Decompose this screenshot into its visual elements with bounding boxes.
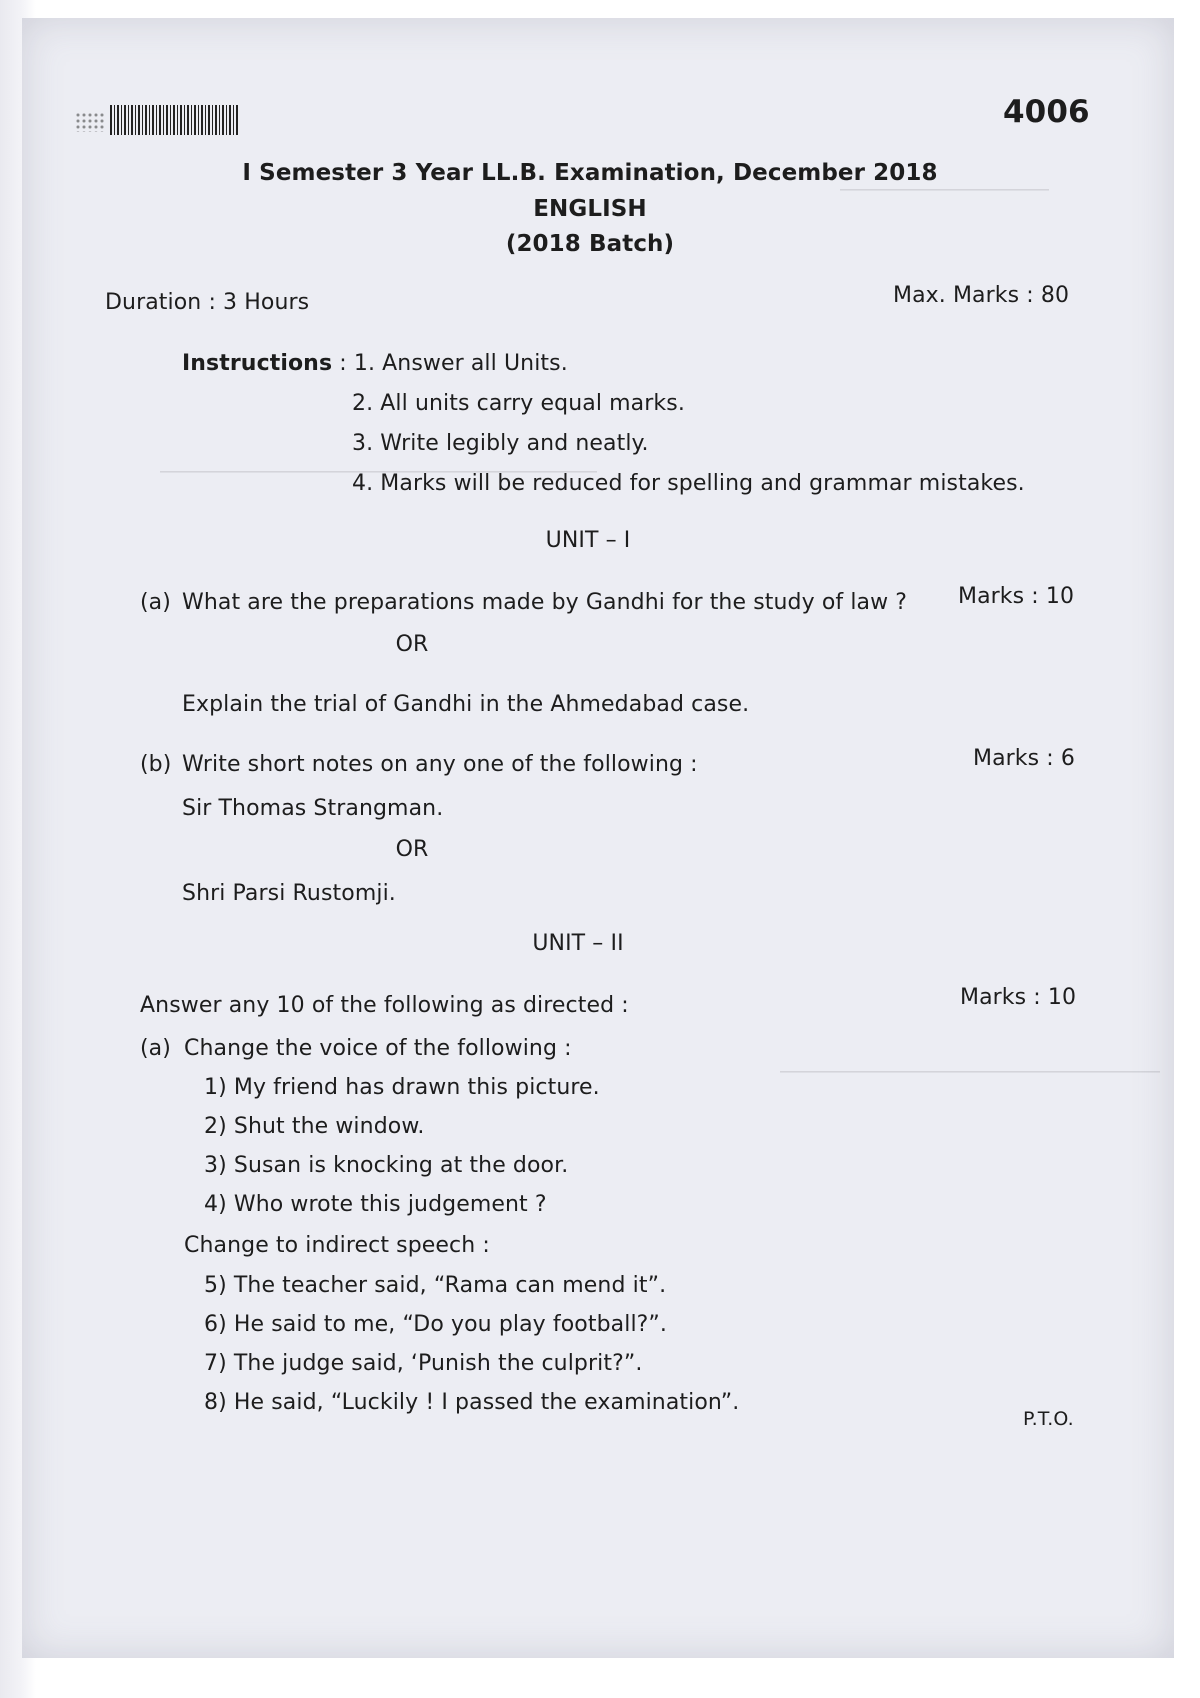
barcode-dots bbox=[75, 112, 105, 132]
indirect-speech-heading: Change to indirect speech : bbox=[184, 1233, 490, 1258]
instructions-colon: : bbox=[332, 351, 354, 376]
instruction-item: 1. Answer all Units. bbox=[353, 351, 568, 376]
max-marks: Max. Marks : 80 bbox=[893, 283, 1070, 308]
unit-2-heading: UNIT – II bbox=[532, 931, 624, 956]
unit-1-heading: UNIT – I bbox=[545, 528, 631, 553]
instruction-item: 3. Write legibly and neatly. bbox=[352, 431, 649, 456]
voice-item: 1) My friend has drawn this picture. bbox=[204, 1075, 600, 1100]
question-marks: Marks : 6 bbox=[973, 746, 1076, 771]
unit-2-marks: Marks : 10 bbox=[960, 985, 1077, 1010]
short-note-option: Shri Parsi Rustomji. bbox=[182, 881, 396, 906]
duration: Duration : 3 Hours bbox=[105, 290, 310, 315]
instruction-item: 2. All units carry equal marks. bbox=[352, 391, 685, 416]
question-text: Write short notes on any one of the following : bbox=[182, 752, 698, 777]
question-label: (b) bbox=[140, 752, 172, 777]
pto-label: P.T.O. bbox=[1023, 1408, 1074, 1430]
indirect-item: 8) He said, “Luckily ! I passed the examination”. bbox=[204, 1390, 740, 1415]
voice-item: 2) Shut the window. bbox=[204, 1114, 425, 1139]
question-text: What are the preparations made by Gandhi for the study of law ? bbox=[182, 590, 908, 615]
indirect-item: 5) The teacher said, “Rama can mend it”. bbox=[204, 1273, 667, 1298]
unit-2-intro: Answer any 10 of the following as directed : bbox=[140, 993, 629, 1018]
bleed-through-mark: ――――――――――― bbox=[840, 178, 1049, 200]
instructions-label: Instructions bbox=[182, 351, 333, 376]
question-alternative: Explain the trial of Gandhi in the Ahmedabad case. bbox=[182, 692, 750, 717]
instruction-item: 4. Marks will be reduced for spelling and grammar mistakes. bbox=[352, 471, 1025, 496]
batch-title: (2018 Batch) bbox=[505, 231, 675, 257]
question-label: (a) bbox=[140, 1036, 171, 1061]
paper-code: 4006 bbox=[1003, 94, 1090, 130]
barcode-image bbox=[110, 105, 240, 135]
question-label: (a) bbox=[140, 590, 171, 615]
voice-item: 4) Who wrote this judgement ? bbox=[204, 1192, 547, 1217]
short-note-option: Sir Thomas Strangman. bbox=[182, 796, 444, 821]
question-marks: Marks : 10 bbox=[958, 584, 1075, 609]
bleed-through-mark: ―――――――――――――――――――― bbox=[780, 1060, 1160, 1082]
exam-title: I Semester 3 Year LL.B. Examination, December 2018 bbox=[242, 160, 938, 186]
or-separator: OR bbox=[395, 632, 429, 657]
voice-item: 3) Susan is knocking at the door. bbox=[204, 1153, 569, 1178]
question-text: Change the voice of the following : bbox=[184, 1036, 572, 1061]
bleed-through-mark: ――――――――――――――――――――――― bbox=[160, 460, 597, 482]
subject-title: ENGLISH bbox=[533, 196, 647, 222]
indirect-item: 6) He said to me, “Do you play football?”. bbox=[204, 1312, 668, 1337]
instructions-label-line bbox=[182, 351, 568, 376]
indirect-item: 7) The judge said, ‘Punish the culprit?”. bbox=[204, 1351, 643, 1376]
or-separator: OR bbox=[395, 837, 429, 862]
